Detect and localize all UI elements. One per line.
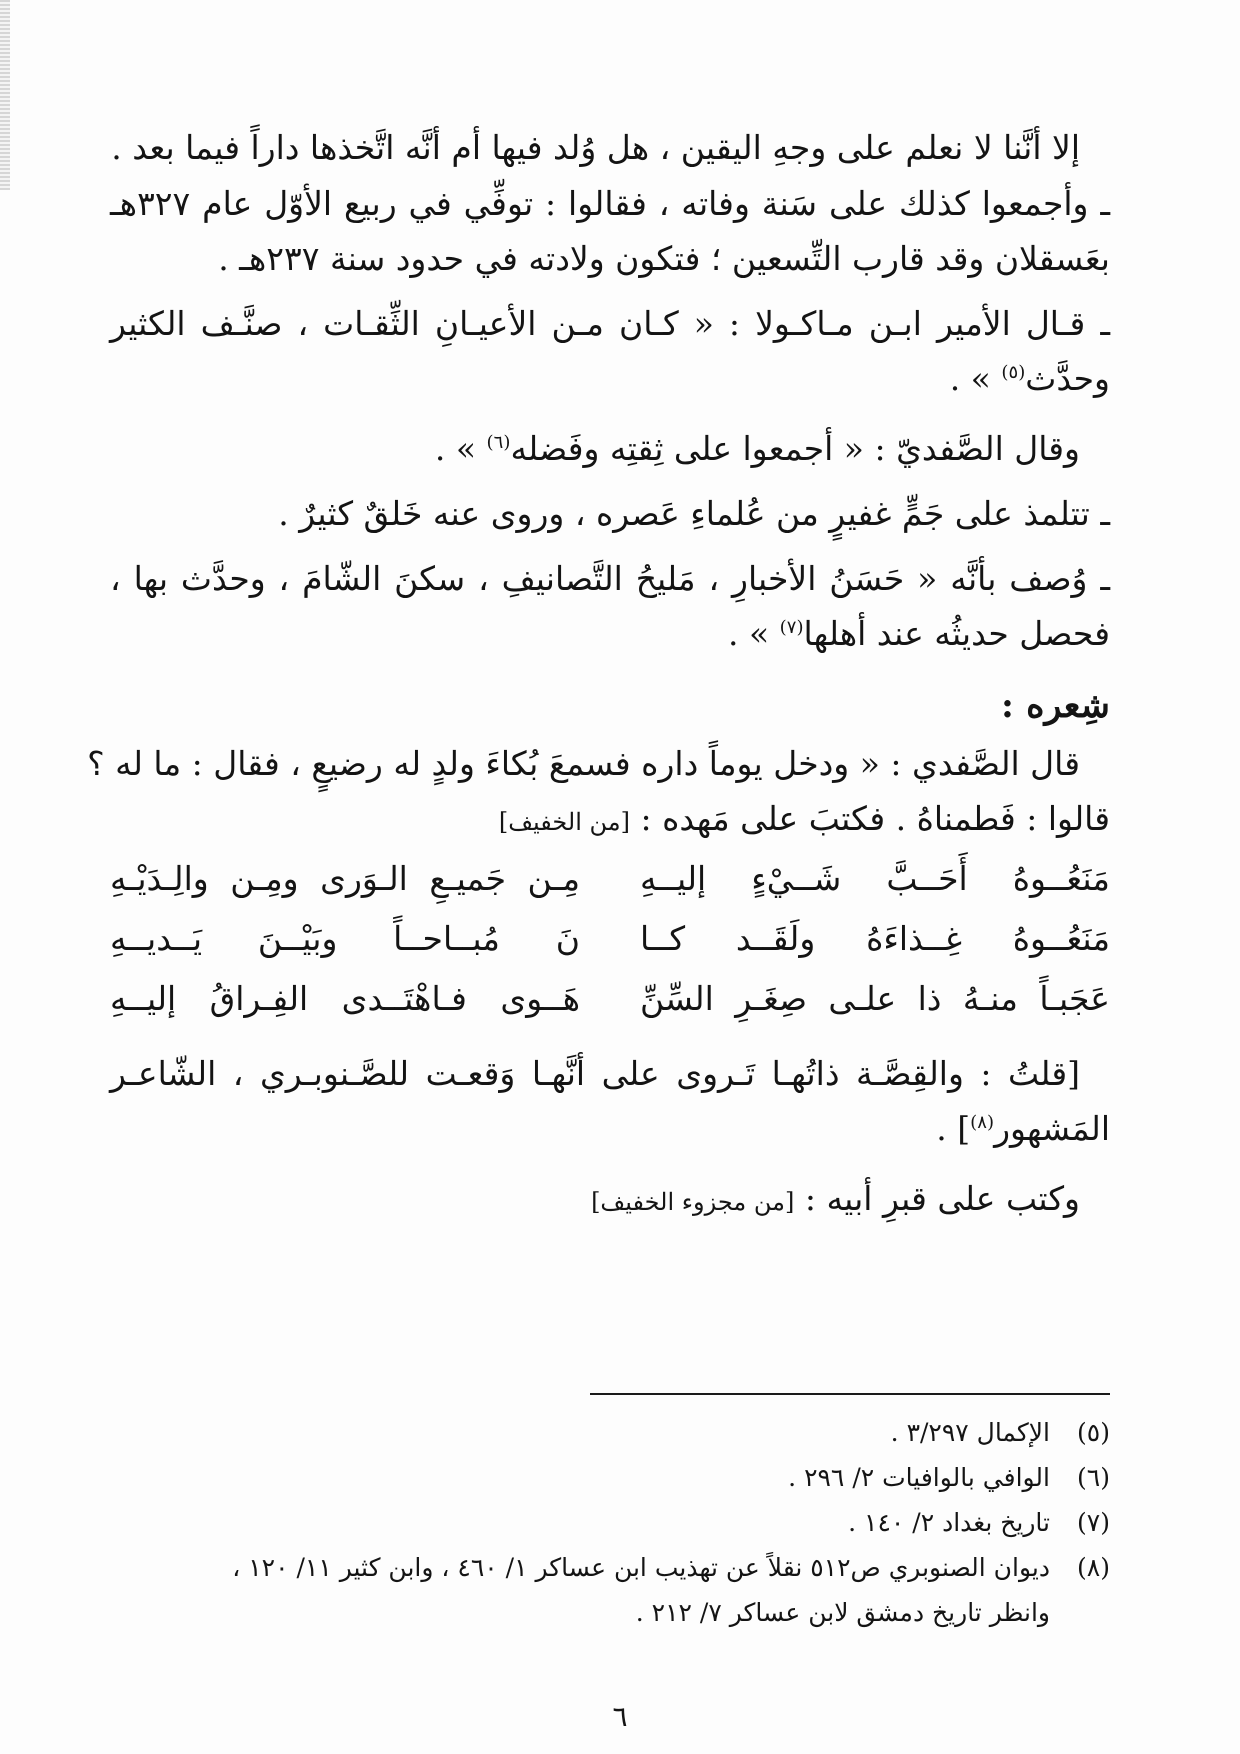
- text-run: فحصل حديثُه عند أهلها: [803, 614, 1110, 653]
- footnote-ref: (٧): [779, 617, 804, 638]
- footnote: [788, 1462, 1110, 1495]
- text-run: وحدَّث: [1025, 359, 1110, 398]
- footnote-number: (٧): [1077, 1508, 1110, 1537]
- verse: [110, 918, 1110, 962]
- verse: [110, 858, 1110, 902]
- footnote-continuation: وانظر تاريخ دمشق لابن عساكر ٧/ ٢١٢ .: [635, 1598, 1050, 1627]
- footnote: [891, 1417, 1110, 1450]
- paragraph-line: [591, 1178, 1080, 1221]
- paragraph-line: [728, 613, 1110, 656]
- verse: [110, 978, 1110, 1022]
- verse-second-hemistich: هَــوى فـاهْتَــدى الفِـراقُ إليــهِ: [110, 979, 580, 1018]
- footnote-separator: [590, 1393, 1110, 1395]
- text-run: » .: [727, 614, 780, 653]
- text-run: وقال الصَّفديّ : « أجمعوا على ثِقتِه وفَضله: [510, 429, 1080, 468]
- text-run: » .: [434, 429, 487, 468]
- paragraph-line: [499, 798, 1110, 841]
- footnote-text: الوافي بالوافيات ٢/ ٢٩٦ .: [788, 1463, 1050, 1492]
- footnote-ref: (٦): [486, 432, 511, 453]
- footnote-ref: (٥): [1001, 362, 1026, 383]
- text-run: ] .: [936, 1109, 971, 1148]
- paragraph-line: [936, 1108, 1110, 1151]
- verse-first-hemistich: مَنَعُــوهُ أَحَــبَّ شَــيْءٍ إليــهِ: [640, 859, 1110, 898]
- verse-first-hemistich: مَنَعُــوهُ غِــذاءَهُ ولَقَــد كــا: [640, 919, 1110, 958]
- scan-edge-artifact: [0, 0, 10, 190]
- footnote: [232, 1552, 1110, 1585]
- footnote: [848, 1507, 1110, 1540]
- paragraph-line: [435, 428, 1080, 471]
- meter-label: [من مجزوء الخفيف]: [591, 1188, 795, 1216]
- paragraph-line: ـ وأجمعوا كذلك على سَنة وفاته ، فقالوا : توفِّي في ربيع الأوّل عام ٣٢٧هـ: [110, 184, 1111, 223]
- text-run: » .: [949, 359, 1002, 398]
- footnote-number: (٥): [1077, 1418, 1110, 1447]
- footnote-text: تاريخ بغداد ٢/ ١٤٠ .: [848, 1508, 1050, 1537]
- footnote-text: الإكمال ٣/٢٩٧ .: [890, 1418, 1050, 1447]
- footnote-number: (٨): [1077, 1553, 1110, 1582]
- section-heading: شِعره :: [1001, 685, 1110, 726]
- text-run: المَشهور: [994, 1109, 1110, 1148]
- paragraph-line: إلا أنَّنا لا نعلم على وجهِ اليقين ، هل وُلد فيها أم أنَّه اتَّخذها داراً فيما بعد .: [111, 128, 1080, 167]
- verse-second-hemistich: مِـن جَميـعِ الـوَرى ومِـن والِـدَيْـهِ: [110, 859, 580, 898]
- paragraph-line: ـ تتلمذ على جَمٍّ غفيرٍ من عُلماءِ عَصره ، وروى عنه خَلقٌ كثيرٌ .: [278, 494, 1110, 533]
- paragraph-line: [قلتُ : والقِصَّـة ذاتُهـا تَـروى على أنَّهـا وَقعـت للصَّـنوبـري ، الشّاعـر: [110, 1054, 1080, 1093]
- paragraph-line: [950, 358, 1110, 401]
- footnote-number: (٦): [1077, 1463, 1110, 1492]
- verse-first-hemistich: عَجَبـاً منـهُ ذا علـى صِغَـرِ السِّنِّ: [640, 979, 1110, 1018]
- meter-label: [من الخفيف]: [498, 808, 631, 836]
- paragraph-line: بعَسقلان وقد قارب التِّسعين ؛ فتكون ولادته في حدود سنة ٢٣٧هـ .: [218, 239, 1110, 278]
- paragraph-line: ـ وُصف بأنَّه « حَسَنُ الأخبارِ ، مَليحُ التَّصانيفِ ، سكنَ الشّامَ ، وحدَّث بها ،: [110, 559, 1110, 598]
- page-number: ٦: [612, 1700, 628, 1733]
- text-run: وكتب على قبرِ أبيه :: [804, 1179, 1080, 1218]
- paragraph-line: قال الصَّفدي : « ودخل يوماً داره فسمعَ بُكاءَ ولدٍ له رضيعٍ ، فقال : ما له ؟: [87, 744, 1080, 783]
- footnote-text: ديوان الصنوبري ص٥١٢ نقلاً عن تهذيب ابن عساكر ١/ ٤٦٠ ، وابن كثير ١١/ ١٢٠ ،: [232, 1553, 1050, 1582]
- paragraph-line: ـ قـال الأمير ابـن مـاكـولا : « كـان مـن الأعيـانِ الثِّقـات ، صنَّـف الكثير: [110, 304, 1110, 343]
- footnote-ref: (٨): [970, 1112, 995, 1133]
- verse-second-hemistich: نَ مُبــاحــاً وبَيْــنَ يَــديــهِ: [110, 919, 580, 958]
- text-run: قالوا : فَطمناهُ . فكتبَ على مَهده :: [640, 799, 1110, 838]
